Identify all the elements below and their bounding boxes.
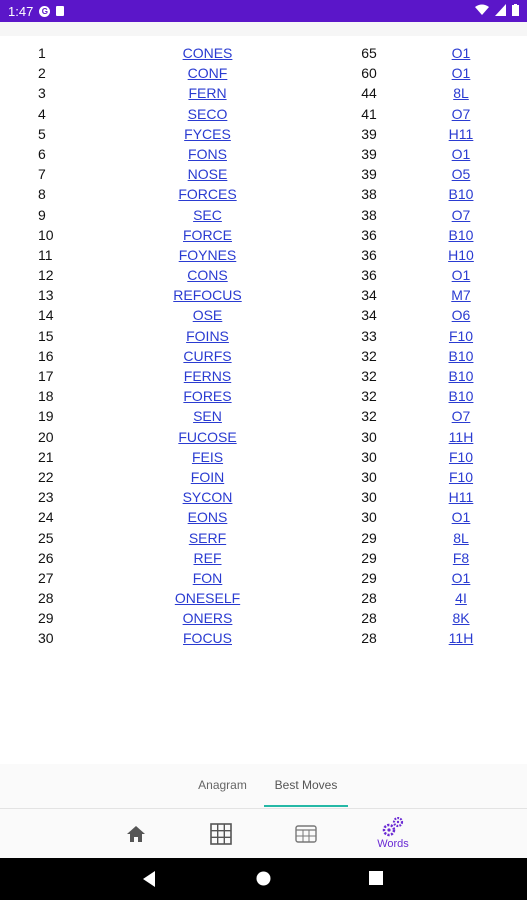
row-rank: 28	[38, 590, 54, 607]
row-word-link[interactable]: FOYNES	[178, 246, 237, 263]
row-rank: 7	[38, 166, 46, 183]
row-rank: 18	[38, 388, 54, 405]
recents-icon[interactable]	[369, 871, 383, 885]
battery-icon	[512, 4, 519, 16]
row-word-link[interactable]: REFOCUS	[173, 287, 242, 304]
row-position-link[interactable]: O1	[451, 569, 471, 586]
row-position-link[interactable]: F8	[452, 549, 470, 566]
calculator-icon	[295, 825, 317, 843]
table-row	[0, 427, 527, 447]
row-score: 36	[361, 267, 377, 284]
table-row	[0, 285, 527, 305]
row-word-link[interactable]: FORCE	[183, 226, 232, 243]
row-word-link[interactable]: CONES	[182, 45, 233, 61]
row-position-link[interactable]: F10	[448, 448, 474, 465]
gears-icon	[382, 817, 404, 837]
status-time: 1:47	[8, 3, 34, 19]
row-word-link[interactable]: FORCES	[178, 186, 237, 203]
table-row	[0, 265, 527, 285]
row-score: 36	[361, 246, 377, 263]
row-rank: 27	[38, 569, 54, 586]
nav-home[interactable]	[120, 809, 152, 858]
row-position-link[interactable]: H10	[448, 246, 474, 263]
row-word-link[interactable]: NOSE	[187, 166, 228, 183]
row-position-link[interactable]: 8L	[453, 85, 469, 102]
row-score: 29	[361, 569, 377, 586]
table-row	[0, 487, 527, 507]
system-navigation-bar	[0, 858, 527, 900]
table-row	[0, 528, 527, 548]
row-word-link[interactable]: CURFS	[183, 347, 232, 364]
row-score: 33	[361, 327, 377, 344]
table-row	[0, 326, 527, 346]
row-score: 30	[361, 509, 377, 526]
row-word-link[interactable]: SECO	[187, 105, 228, 122]
row-position-link[interactable]: B10	[448, 388, 474, 405]
row-rank: 8	[38, 186, 46, 203]
row-position-link[interactable]: B10	[448, 368, 474, 384]
row-score: 30	[361, 489, 377, 506]
table-row	[0, 386, 527, 406]
row-score: 34	[361, 307, 377, 324]
row-word-link[interactable]: FERNS	[183, 368, 232, 384]
table-row	[0, 245, 527, 265]
row-rank: 12	[38, 267, 54, 284]
row-score: 34	[361, 287, 377, 304]
row-score: 32	[361, 388, 377, 405]
wifi-icon	[475, 4, 489, 16]
bottom-navigation	[0, 809, 527, 858]
row-rank: 17	[38, 368, 54, 384]
row-score: 65	[361, 45, 377, 61]
row-position-link[interactable]: O1	[451, 65, 471, 82]
row-position-link[interactable]: O1	[451, 509, 471, 526]
table-row	[0, 548, 527, 568]
row-word-link[interactable]: FYCES	[184, 125, 231, 142]
home-icon	[127, 826, 145, 842]
back-icon[interactable]	[143, 871, 157, 887]
row-rank: 15	[38, 327, 54, 344]
row-position-link[interactable]: F10	[448, 327, 474, 344]
row-rank: 21	[38, 448, 54, 465]
table-row	[0, 83, 527, 103]
tab-bar	[0, 764, 527, 809]
row-score: 38	[361, 186, 377, 203]
row-word-link[interactable]: EONS	[187, 509, 228, 526]
row-word-link[interactable]: FERN	[188, 85, 227, 102]
table-row	[0, 608, 527, 628]
row-word-link[interactable]: ONERS	[182, 610, 233, 627]
home-circle-icon[interactable]	[256, 871, 271, 886]
row-position-link[interactable]: O6	[451, 307, 471, 324]
status-bar	[0, 0, 527, 22]
row-rank: 1	[38, 45, 46, 61]
row-position-link[interactable]: O7	[451, 206, 471, 223]
row-position-link[interactable]: O5	[451, 166, 471, 183]
row-score: 28	[361, 590, 377, 607]
row-score: 32	[361, 347, 377, 364]
row-score: 39	[361, 166, 377, 183]
grid-icon	[210, 823, 232, 845]
row-rank: 29	[38, 610, 54, 627]
row-rank: 3	[38, 85, 46, 102]
row-word-link[interactable]: FOINS	[186, 327, 229, 344]
row-word-link[interactable]: FORES	[183, 388, 232, 405]
row-position-link[interactable]: O7	[451, 408, 471, 425]
row-rank: 2	[38, 65, 46, 82]
row-position-link[interactable]: H11	[448, 489, 474, 506]
row-score: 38	[361, 206, 377, 223]
row-score: 29	[361, 549, 377, 566]
row-score: 39	[361, 125, 377, 142]
row-word-link[interactable]: FEIS	[191, 448, 224, 465]
table-row	[0, 305, 527, 325]
row-word-link[interactable]: SEN	[193, 408, 222, 425]
table-row	[0, 628, 527, 648]
row-position-link[interactable]: B10	[448, 347, 474, 364]
row-word-link[interactable]: FONS	[188, 145, 227, 162]
row-score: 36	[361, 226, 377, 243]
row-position-link[interactable]: 11H	[448, 630, 474, 647]
nav-words-label: Words	[377, 838, 409, 850]
row-rank: 10	[38, 226, 54, 243]
cellular-icon	[495, 4, 506, 16]
row-rank: 4	[38, 105, 46, 122]
row-rank: 23	[38, 489, 54, 506]
row-rank: 14	[38, 307, 54, 324]
row-position-link[interactable]: O1	[451, 45, 471, 61]
row-score: 28	[361, 610, 377, 627]
row-rank: 26	[38, 549, 54, 566]
g-badge-icon: G	[39, 6, 50, 17]
row-position-link[interactable]: O1	[451, 145, 471, 162]
row-rank: 24	[38, 509, 54, 526]
row-position-link[interactable]: F10	[448, 468, 474, 485]
row-position-link[interactable]: M7	[451, 287, 471, 304]
table-row	[0, 184, 527, 204]
row-position-link[interactable]: B10	[448, 186, 474, 203]
table-row	[0, 43, 527, 63]
table-row	[0, 467, 527, 487]
row-score: 32	[361, 368, 377, 384]
nav-calculator[interactable]	[290, 809, 322, 858]
header-strip	[0, 22, 527, 36]
row-score: 44	[361, 85, 377, 102]
table-row	[0, 144, 527, 164]
row-score: 28	[361, 630, 377, 647]
row-score: 60	[361, 65, 377, 82]
row-score: 32	[361, 408, 377, 425]
row-rank: 25	[38, 529, 54, 546]
row-word-link[interactable]: FUCOSE	[178, 428, 237, 445]
table-row	[0, 205, 527, 225]
row-word-link[interactable]: FOIN	[190, 468, 225, 485]
table-row	[0, 568, 527, 588]
row-word-link[interactable]: FON	[192, 569, 223, 586]
row-score: 29	[361, 529, 377, 546]
row-position-link[interactable]: 8K	[452, 610, 470, 627]
row-word-link[interactable]: CONS	[187, 267, 228, 284]
row-rank: 11	[38, 246, 53, 263]
row-score: 41	[361, 105, 377, 122]
row-rank: 19	[38, 408, 54, 425]
row-rank: 20	[38, 428, 54, 445]
row-rank: 9	[38, 206, 46, 223]
nav-board[interactable]	[205, 809, 237, 858]
table-row	[0, 63, 527, 83]
row-word-link[interactable]: CONF	[187, 65, 228, 82]
row-word-link[interactable]: SERF	[188, 529, 227, 546]
table-row	[0, 164, 527, 184]
tab-indicator	[264, 805, 348, 807]
row-position-link[interactable]: B10	[448, 226, 474, 243]
sd-card-icon	[56, 6, 64, 16]
row-rank: 16	[38, 347, 54, 364]
table-row	[0, 346, 527, 366]
row-score: 30	[361, 428, 377, 445]
row-rank: 6	[38, 145, 46, 162]
row-position-link[interactable]: O1	[451, 267, 471, 284]
table-row	[0, 406, 527, 426]
row-word-link[interactable]: FOCUS	[183, 630, 232, 647]
best-moves-table	[0, 43, 527, 649]
row-rank: 13	[38, 287, 54, 304]
row-word-link[interactable]: REF	[193, 549, 222, 566]
status-right	[475, 4, 519, 16]
row-position-link[interactable]: O7	[451, 105, 471, 122]
row-score: 39	[361, 145, 377, 162]
tab-anagram[interactable]: Anagram	[198, 778, 247, 792]
row-word-link[interactable]: ONESELF	[174, 590, 241, 607]
row-position-link[interactable]: 11H	[448, 428, 474, 445]
tab-best-moves[interactable]: Best Moves	[274, 778, 338, 792]
row-word-link[interactable]: SEC	[193, 206, 222, 223]
table-row	[0, 366, 527, 386]
row-position-link[interactable]: 8L	[453, 529, 469, 546]
row-word-link[interactable]: OSE	[192, 307, 223, 324]
nav-words[interactable]	[368, 809, 418, 858]
table-row	[0, 124, 527, 144]
row-position-link[interactable]: H11	[448, 125, 474, 142]
table-row	[0, 588, 527, 608]
row-rank: 5	[38, 125, 46, 142]
table-row	[0, 104, 527, 124]
table-row	[0, 507, 527, 527]
table-row	[0, 447, 527, 467]
row-score: 30	[361, 468, 377, 485]
row-score: 30	[361, 448, 377, 465]
row-rank: 22	[38, 468, 54, 485]
row-word-link[interactable]: SYCON	[182, 489, 233, 506]
table-row	[0, 225, 527, 245]
row-rank: 30	[38, 630, 54, 647]
row-position-link[interactable]: 4I	[455, 590, 467, 607]
